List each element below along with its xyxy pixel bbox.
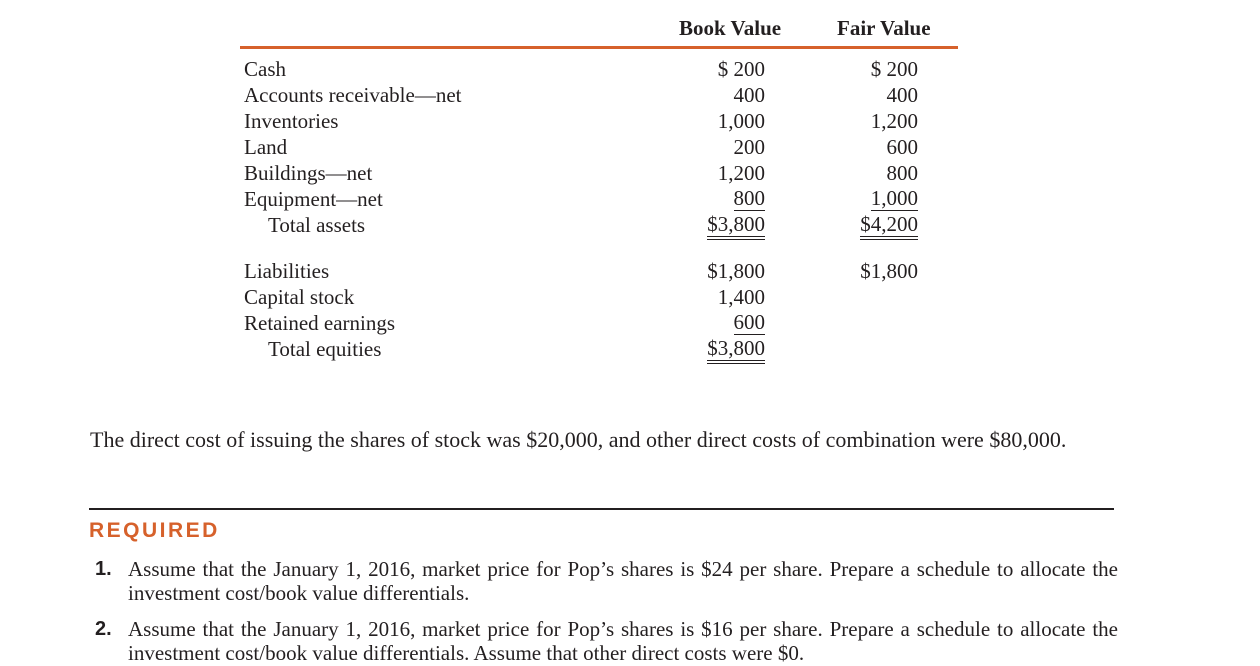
book-value-header: Book Value <box>679 16 782 40</box>
table-row <box>240 310 960 336</box>
fair-value: 1,000 <box>870 186 918 210</box>
book-value: 400 <box>733 83 765 107</box>
row-label: Accounts receivable—net <box>244 83 462 107</box>
table-row <box>240 108 960 134</box>
table-row <box>240 284 960 310</box>
row-label: Land <box>244 135 288 159</box>
total-equities-row <box>240 336 960 362</box>
total-equities-book: $3,800 <box>707 336 765 364</box>
book-value: 1,200 <box>717 161 765 185</box>
book-value: 1,400 <box>717 285 765 309</box>
table-row <box>240 82 960 108</box>
row-label: Retained earnings <box>244 311 396 335</box>
total-assets-book: $3,800 <box>707 212 765 240</box>
table-row <box>240 56 960 82</box>
fair-value: 600 <box>886 135 918 159</box>
row-label: Capital stock <box>244 285 355 309</box>
table-row <box>240 134 960 160</box>
fair-value: 1,200 <box>870 109 918 133</box>
row-label: Buildings—net <box>244 161 373 185</box>
item-number: 1. <box>95 558 112 580</box>
book-value: 800 <box>733 186 765 210</box>
total-assets-fair: $4,200 <box>860 212 918 240</box>
book-value: $ 200 <box>717 57 765 81</box>
table-row <box>240 258 960 284</box>
item-text: Assume that the January 1, 2016, market price for Pop’s shares is $16 per share. Prepare a schedule to allocate the investment cost/book value differentials. Assume that other direct costs were $0. <box>128 617 1118 665</box>
item-text: Assume that the January 1, 2016, market price for Pop’s shares is $24 per share. Prepare a schedule to allocate the investment cost/book value differentials. <box>128 557 1118 605</box>
item-number: 2. <box>95 618 112 640</box>
table-row <box>240 186 960 212</box>
section-divider <box>89 508 1114 510</box>
book-value: 600 <box>733 310 765 334</box>
book-value: $1,800 <box>707 259 765 283</box>
row-label: Inventories <box>244 109 339 133</box>
header-rule <box>240 46 958 49</box>
fair-value: $1,800 <box>860 259 918 283</box>
balance-table <box>240 0 960 380</box>
fair-value: 800 <box>886 161 918 185</box>
row-label: Cash <box>244 57 286 81</box>
required-heading: REQUIRED <box>89 519 220 542</box>
narrative-paragraph: The direct cost of issuing the shares of stock was $20,000, and other direct costs of combination were $80,000. <box>90 427 1067 452</box>
row-label: Liabilities <box>244 259 330 283</box>
total-assets-label: Total assets <box>268 213 366 237</box>
fair-value: $ 200 <box>870 57 918 81</box>
total-assets-row <box>240 212 960 238</box>
row-label: Equipment—net <box>244 187 383 211</box>
fair-value: 400 <box>886 83 918 107</box>
total-equities-label: Total equities <box>268 337 382 361</box>
book-value: 1,000 <box>717 109 765 133</box>
fair-value-header: Fair Value <box>837 16 931 40</box>
book-value: 200 <box>733 135 765 159</box>
table-row <box>240 160 960 186</box>
